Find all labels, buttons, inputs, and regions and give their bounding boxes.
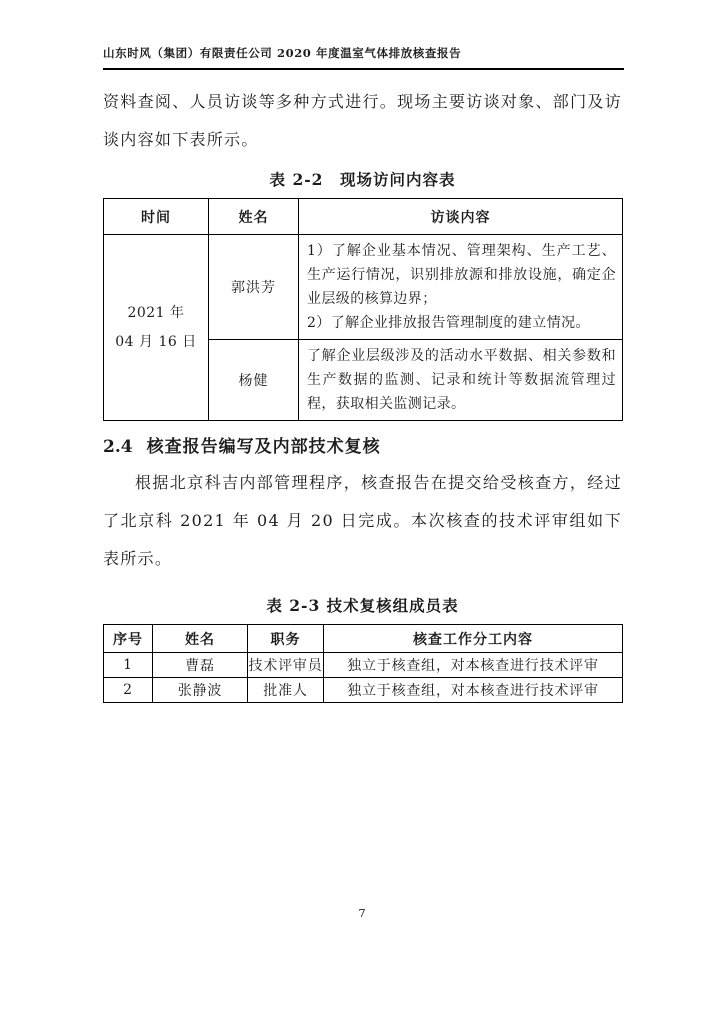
visit-content-item: 了解企业层级涉及的活动水平数据、相关参数和生产数据的监测、记录和统计等数据流管理过程，获取相关监测记录。 [307, 348, 616, 412]
page-header [103, 0, 624, 70]
review-role-cell: 技术评审员 [248, 653, 324, 678]
review-header-duty: 核查工作分工内容 [324, 625, 623, 653]
visit-content-item: 2）了解企业排放报告管理制度的建立情况。 [307, 315, 590, 331]
visit-table-row [104, 235, 623, 340]
visit-date-line1: 2021 年 [127, 304, 185, 321]
review-header-role: 职务 [248, 625, 324, 653]
section-paragraph: 根据北京科吉内部管理程序，核查报告在提交给受核查方，经过了北京科 2021 年 04 月 20 日完成。本次核查的技术评审组如下表所示。 [103, 473, 622, 568]
intro-paragraph: 资料查阅、人员访谈等多种方式进行。现场主要访谈对象、部门及访谈内容如下表所示。 [103, 92, 623, 149]
review-header-name: 姓名 [153, 625, 248, 653]
section-title: 核查报告编写及内部技术复核 [146, 437, 381, 457]
visit-name-cell: 郭洪芳 [209, 235, 299, 340]
review-name-cell: 张静波 [153, 678, 248, 703]
review-table-row [104, 653, 623, 678]
visit-content-cell [299, 340, 623, 421]
visit-content-cell [299, 235, 623, 340]
section-heading [103, 432, 622, 457]
review-role-cell: 批准人 [248, 678, 324, 703]
page-body [103, 83, 622, 703]
visit-header-content: 访谈内容 [299, 199, 623, 235]
visit-header-time: 时间 [104, 199, 209, 235]
visit-table-caption: 表 2-2 现场访问内容表 [269, 170, 456, 189]
visit-date-line2: 04 月 16 日 [115, 333, 197, 350]
review-table-header-row [104, 625, 623, 653]
review-name-cell: 曹磊 [153, 653, 248, 678]
review-header-index: 序号 [104, 625, 153, 653]
review-duty-cell: 独立于核查组，对本核查进行技术评审 [324, 653, 623, 678]
review-table [103, 624, 623, 703]
visit-content-item: 1）了解企业基本情况、管理架构、生产工艺、生产运行情况，识别排放源和排放设施，确定企业层级的核算边界； [307, 243, 616, 307]
visit-header-name: 姓名 [209, 199, 299, 235]
report-header-title: 山东时风（集团）有限责任公司 2020 年度温室气体排放核查报告 [103, 46, 462, 60]
visit-table-header-row [104, 199, 623, 235]
visit-name-cell: 杨健 [209, 340, 299, 421]
review-duty-cell: 独立于核查组，对本核查进行技术评审 [324, 678, 623, 703]
visit-table [103, 198, 623, 421]
visit-date-cell [104, 235, 209, 421]
page-number: 7 [358, 906, 366, 920]
section-number: 2.4 [103, 437, 133, 457]
review-table-row [104, 678, 623, 703]
review-table-caption: 表 2-3 技术复核组成员表 [266, 596, 459, 615]
review-index-cell: 2 [104, 678, 153, 703]
review-index-cell: 1 [104, 653, 153, 678]
